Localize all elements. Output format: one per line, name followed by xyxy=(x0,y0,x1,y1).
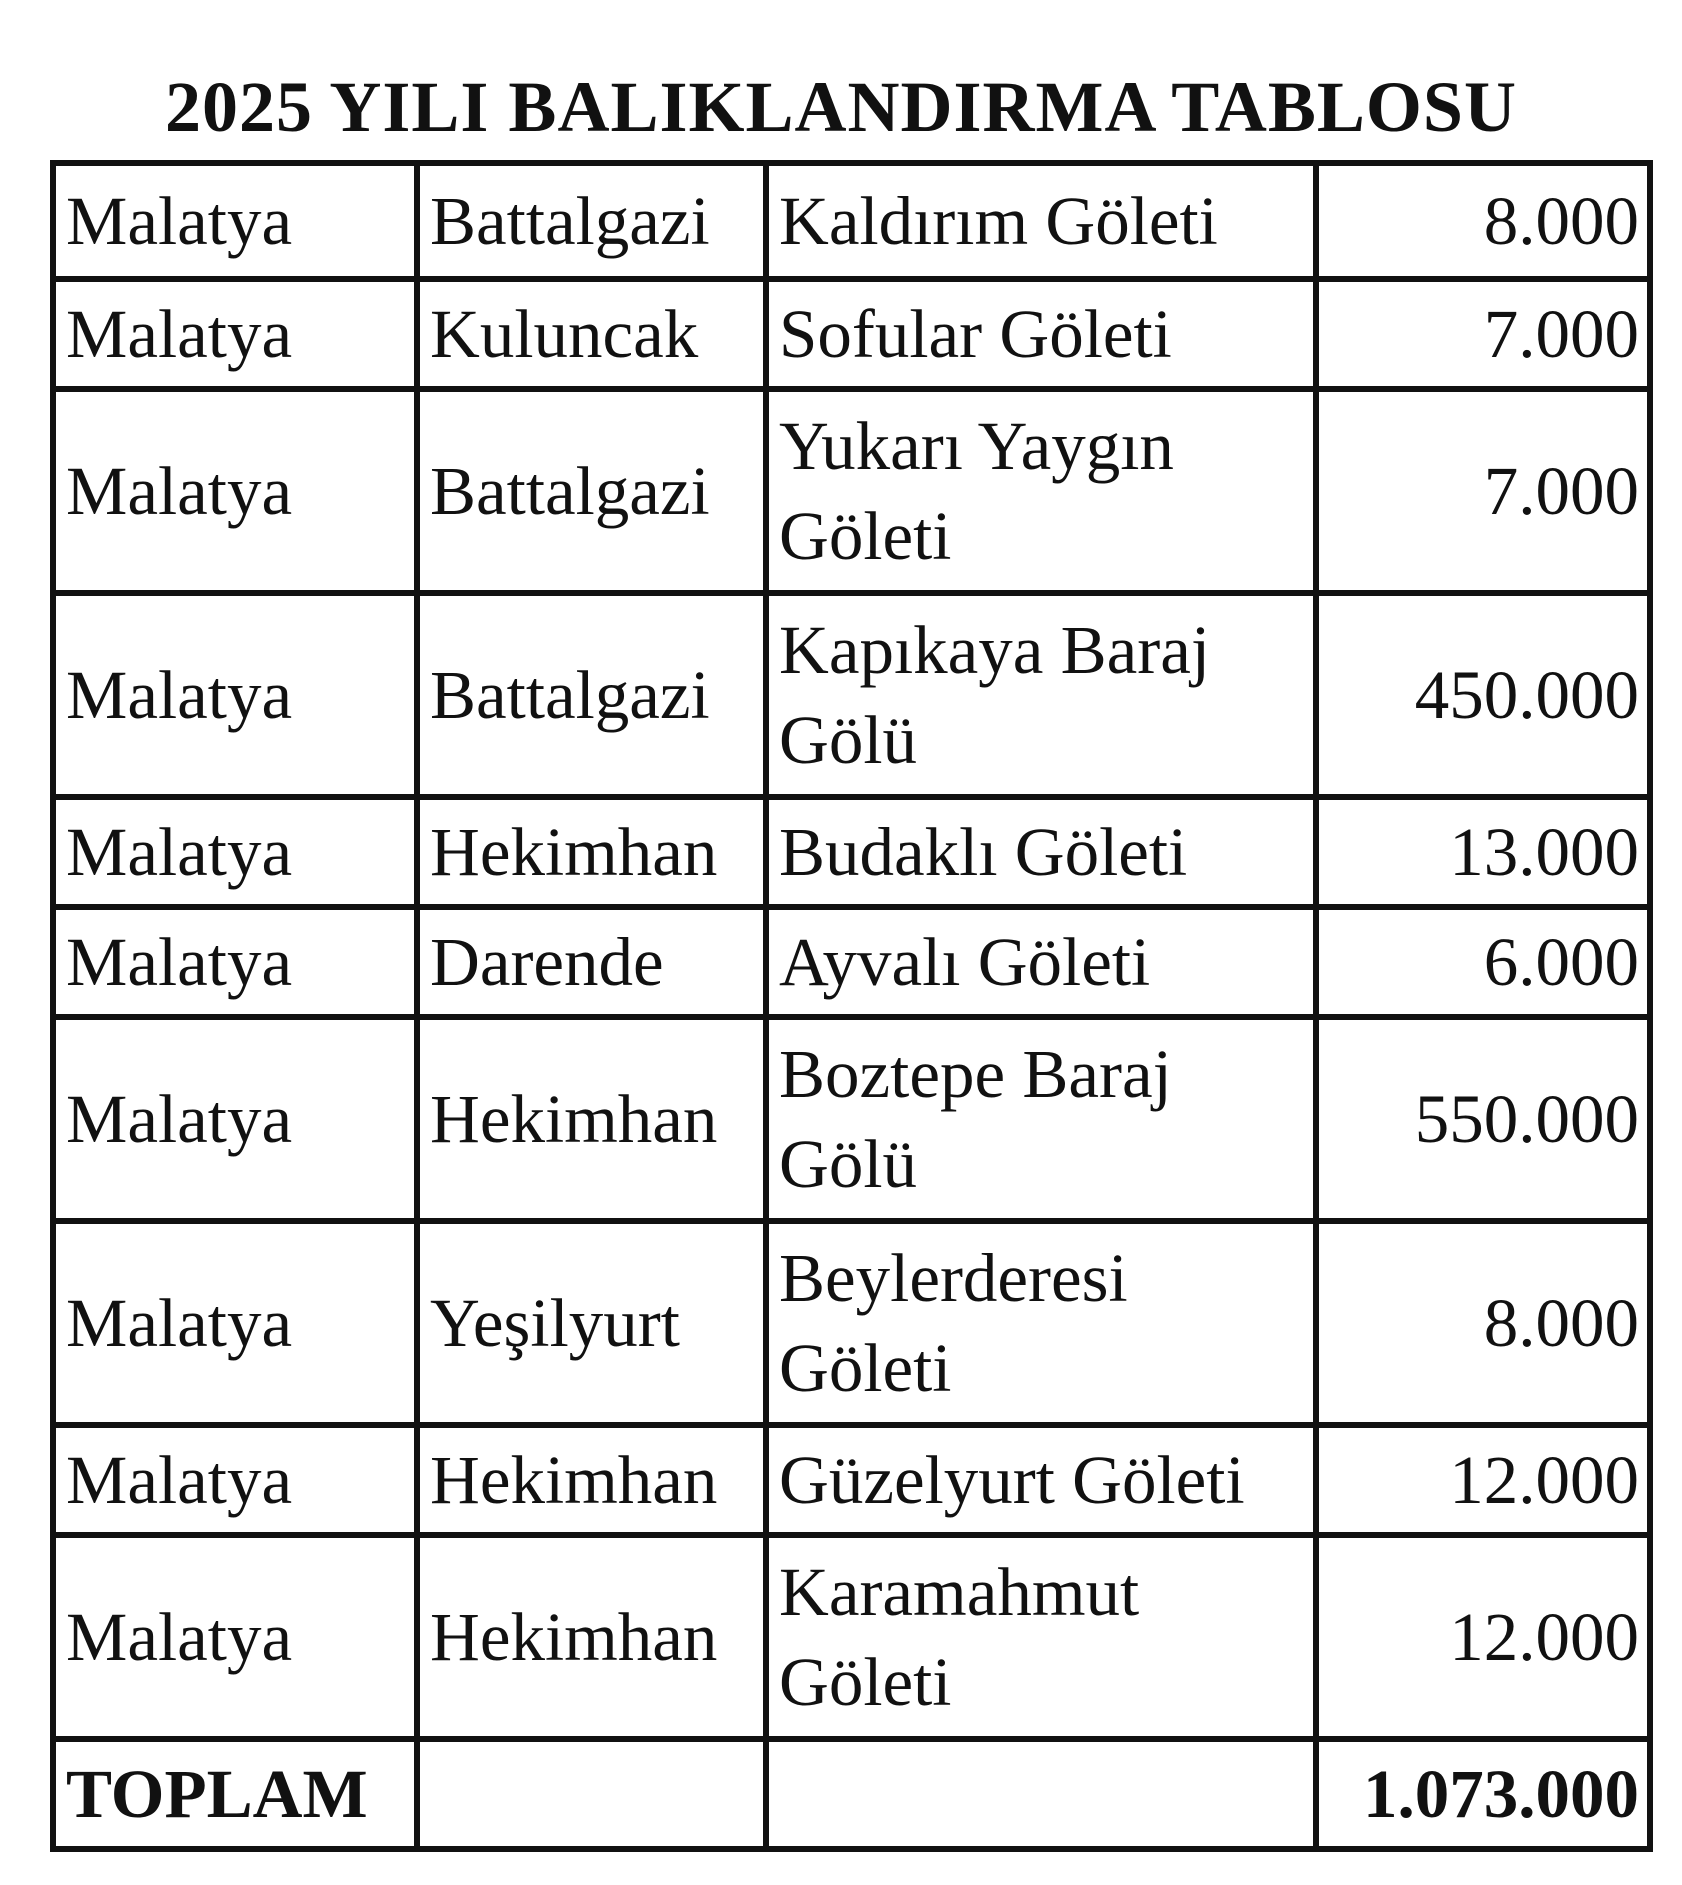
amount-cell: 8.000 xyxy=(1316,163,1650,279)
province-cell: Malatya xyxy=(53,1425,417,1535)
location-cell: Budaklı Göleti xyxy=(766,797,1316,907)
location-cell: Boztepe Baraj Gölü xyxy=(766,1017,1316,1221)
empty-cell xyxy=(766,1739,1316,1849)
province-cell: Malatya xyxy=(53,797,417,907)
location-cell: Beylerderesi Göleti xyxy=(766,1221,1316,1425)
stocking-table xyxy=(50,160,1653,1852)
total-row xyxy=(53,1739,1650,1849)
province-cell: Malatya xyxy=(53,389,417,593)
location-cell: Karamahmut Göleti xyxy=(766,1535,1316,1739)
total-amount: 1.073.000 xyxy=(1316,1739,1650,1849)
province-cell: Malatya xyxy=(53,907,417,1017)
table-row xyxy=(53,279,1650,389)
table-row xyxy=(53,797,1650,907)
table-title: 2025 YILI BALIKLANDIRMA TABLOSU xyxy=(165,67,1517,147)
amount-cell: 450.000 xyxy=(1316,593,1650,797)
district-cell: Hekimhan xyxy=(417,1535,766,1739)
province-cell: Malatya xyxy=(53,279,417,389)
amount-cell: 550.000 xyxy=(1316,1017,1650,1221)
amount-cell: 6.000 xyxy=(1316,907,1650,1017)
district-cell: Hekimhan xyxy=(417,1017,766,1221)
province-cell: Malatya xyxy=(53,163,417,279)
amount-cell: 8.000 xyxy=(1316,1221,1650,1425)
province-cell: Malatya xyxy=(53,1017,417,1221)
district-cell: Yeşilyurt xyxy=(417,1221,766,1425)
amount-cell: 7.000 xyxy=(1316,389,1650,593)
amount-cell: 13.000 xyxy=(1316,797,1650,907)
province-cell: Malatya xyxy=(53,1221,417,1425)
location-cell: Kaldırım Göleti xyxy=(766,163,1316,279)
amount-cell: 12.000 xyxy=(1316,1535,1650,1739)
table-row xyxy=(53,389,1650,593)
amount-cell: 7.000 xyxy=(1316,279,1650,389)
table-row xyxy=(53,1221,1650,1425)
district-cell: Kuluncak xyxy=(417,279,766,389)
location-cell: Kapıkaya Baraj Gölü xyxy=(766,593,1316,797)
province-cell: Malatya xyxy=(53,1535,417,1739)
table-row xyxy=(53,593,1650,797)
district-cell: Battalgazi xyxy=(417,389,766,593)
district-cell: Hekimhan xyxy=(417,1425,766,1535)
district-cell: Darende xyxy=(417,907,766,1017)
province-cell: Malatya xyxy=(53,593,417,797)
table-row xyxy=(53,1535,1650,1739)
district-cell: Battalgazi xyxy=(417,163,766,279)
location-cell: Yukarı Yaygın Göleti xyxy=(766,389,1316,593)
table-row xyxy=(53,163,1650,279)
location-cell: Sofular Göleti xyxy=(766,279,1316,389)
amount-cell: 12.000 xyxy=(1316,1425,1650,1535)
empty-cell xyxy=(417,1739,766,1849)
district-cell: Battalgazi xyxy=(417,593,766,797)
total-label: TOPLAM xyxy=(53,1739,417,1849)
table-row xyxy=(53,907,1650,1017)
district-cell: Hekimhan xyxy=(417,797,766,907)
location-cell: Güzelyurt Göleti xyxy=(766,1425,1316,1535)
table-row xyxy=(53,1017,1650,1221)
location-cell: Ayvalı Göleti xyxy=(766,907,1316,1017)
table-row xyxy=(53,1425,1650,1535)
